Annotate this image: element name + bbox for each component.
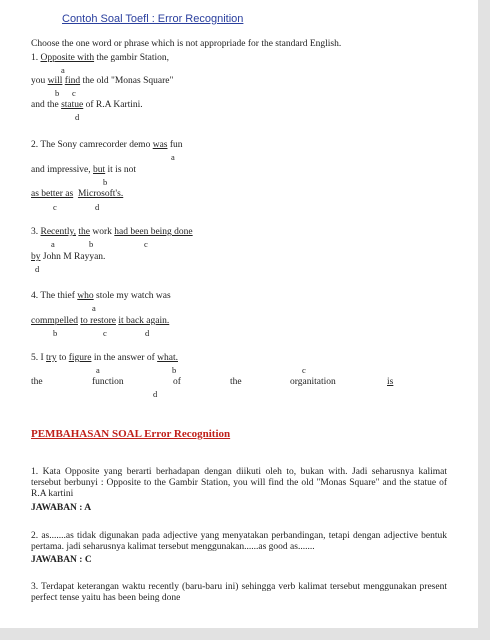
q5-label-c: c bbox=[302, 365, 306, 375]
q4-option-d: it back again. bbox=[118, 316, 170, 326]
q1-line-2: you will find the old "Monas Square" bbox=[31, 76, 174, 86]
q1-line-3: and the statue of R.A Kartini. bbox=[31, 100, 143, 110]
q3-option-c: had been being done bbox=[114, 227, 193, 237]
q5-label-a: a bbox=[96, 365, 100, 375]
q3-label-d: d bbox=[35, 264, 40, 274]
q1-option-a: Opposite with bbox=[40, 53, 95, 63]
q2-option-c: as better as bbox=[31, 189, 74, 199]
answer-2-text: 2. as.......as tidak digunakan pada adjective yang menyatakan perbandingan, tetapi dengan adjective bentuk pertama. jadi seharusnya kalimat tersebut menggunakan......as good as....... bbox=[31, 531, 447, 552]
q2-option-b: but bbox=[93, 165, 106, 175]
q5-word-the: the bbox=[31, 377, 43, 387]
q3-option-b: the bbox=[78, 227, 91, 237]
answer-2-jawaban: JAWABAN : C bbox=[31, 555, 92, 565]
q3-label-c: c bbox=[144, 239, 148, 249]
q1-option-d: statue bbox=[61, 100, 84, 110]
q4-option-c: to restore bbox=[80, 316, 116, 326]
q2-option-d: Microsoft's. bbox=[77, 189, 124, 199]
q2-label-c: c bbox=[53, 202, 57, 212]
q2-label-d: d bbox=[95, 202, 100, 212]
q3-label-a: a bbox=[51, 239, 55, 249]
q2-label-a: a bbox=[171, 152, 175, 162]
answer-1-text: 1. Kata Opposite yang berarti berhadapan dengan diikuti oleh to, bukan with. Jadi seharusnya kalimat tersebut berbunyi : Opposite to the Gambir Station, you will find the old "Monas Square" and the statue of R.A kartini bbox=[31, 467, 447, 499]
section-heading: PEMBAHASAN SOAL Error Recognition bbox=[31, 428, 231, 440]
q3-option-d: by bbox=[31, 252, 41, 262]
q5-option-b: figure bbox=[68, 353, 92, 363]
q2-option-a: was bbox=[152, 140, 168, 150]
q1-label-d: d bbox=[75, 112, 80, 122]
q5-label-d: d bbox=[153, 389, 158, 399]
q5-word-function: function bbox=[92, 377, 124, 387]
q2-line-1: 2. The Sony camrecorder demo was fun bbox=[31, 140, 183, 150]
q4-label-b: b bbox=[53, 328, 58, 338]
q1-label-b: b bbox=[55, 88, 60, 98]
q2-label-b: b bbox=[103, 177, 108, 187]
q1-option-c: find bbox=[64, 76, 81, 86]
page-shadow-right bbox=[478, 0, 490, 640]
q4-line-1: 4. The thief who stole my watch was bbox=[31, 291, 171, 301]
q3-option-a: Recently, bbox=[40, 227, 77, 237]
q3-label-b: b bbox=[89, 239, 94, 249]
q4-option-a: who bbox=[77, 291, 94, 301]
answer-1-jawaban: JAWABAN : A bbox=[31, 503, 92, 513]
q5-word-of: of bbox=[173, 377, 181, 387]
document-title[interactable]: Contoh Soal Toefl : Error Recognition bbox=[62, 13, 244, 25]
q5-word-the-2: the bbox=[230, 377, 242, 387]
q1-line-1: 1. Opposite with the gambir Station, bbox=[31, 53, 170, 63]
q5-line-1: 5. I try to figure in the answer of what. bbox=[31, 353, 178, 363]
q5-option-d: is bbox=[387, 377, 394, 387]
instruction-text: Choose the one word or phrase which is not appropriade for the standard English. bbox=[31, 39, 342, 49]
q5-label-b: b bbox=[172, 365, 177, 375]
q4-line-2 bbox=[31, 316, 169, 327]
q1-label-a: a bbox=[61, 65, 65, 75]
q3-line-1: 3. Recently, the work had been being done bbox=[31, 227, 193, 237]
q5-word-organitation: organitation bbox=[290, 377, 336, 387]
q4-label-a: a bbox=[92, 303, 96, 313]
q2-line-3 bbox=[31, 189, 123, 200]
q4-label-d: d bbox=[145, 328, 150, 338]
page-shadow-bottom bbox=[0, 628, 490, 640]
q5-option-a: try bbox=[46, 353, 57, 363]
q4-label-c: c bbox=[103, 328, 107, 338]
q1-label-c: c bbox=[72, 88, 76, 98]
q4-option-b: commpelled bbox=[31, 316, 78, 326]
answer-3-text: 3. Terdapat keterangan waktu recently (baru-baru ini) sehingga verb kalimat tersebut menggunakan present perfect tense yaitu has been being done bbox=[31, 582, 447, 603]
q5-option-c: what. bbox=[157, 353, 178, 363]
q2-line-2: and impressive, but it is not bbox=[31, 165, 137, 175]
q1-option-b: will bbox=[47, 76, 63, 86]
q3-line-2: by John M Rayyan. bbox=[31, 252, 106, 262]
